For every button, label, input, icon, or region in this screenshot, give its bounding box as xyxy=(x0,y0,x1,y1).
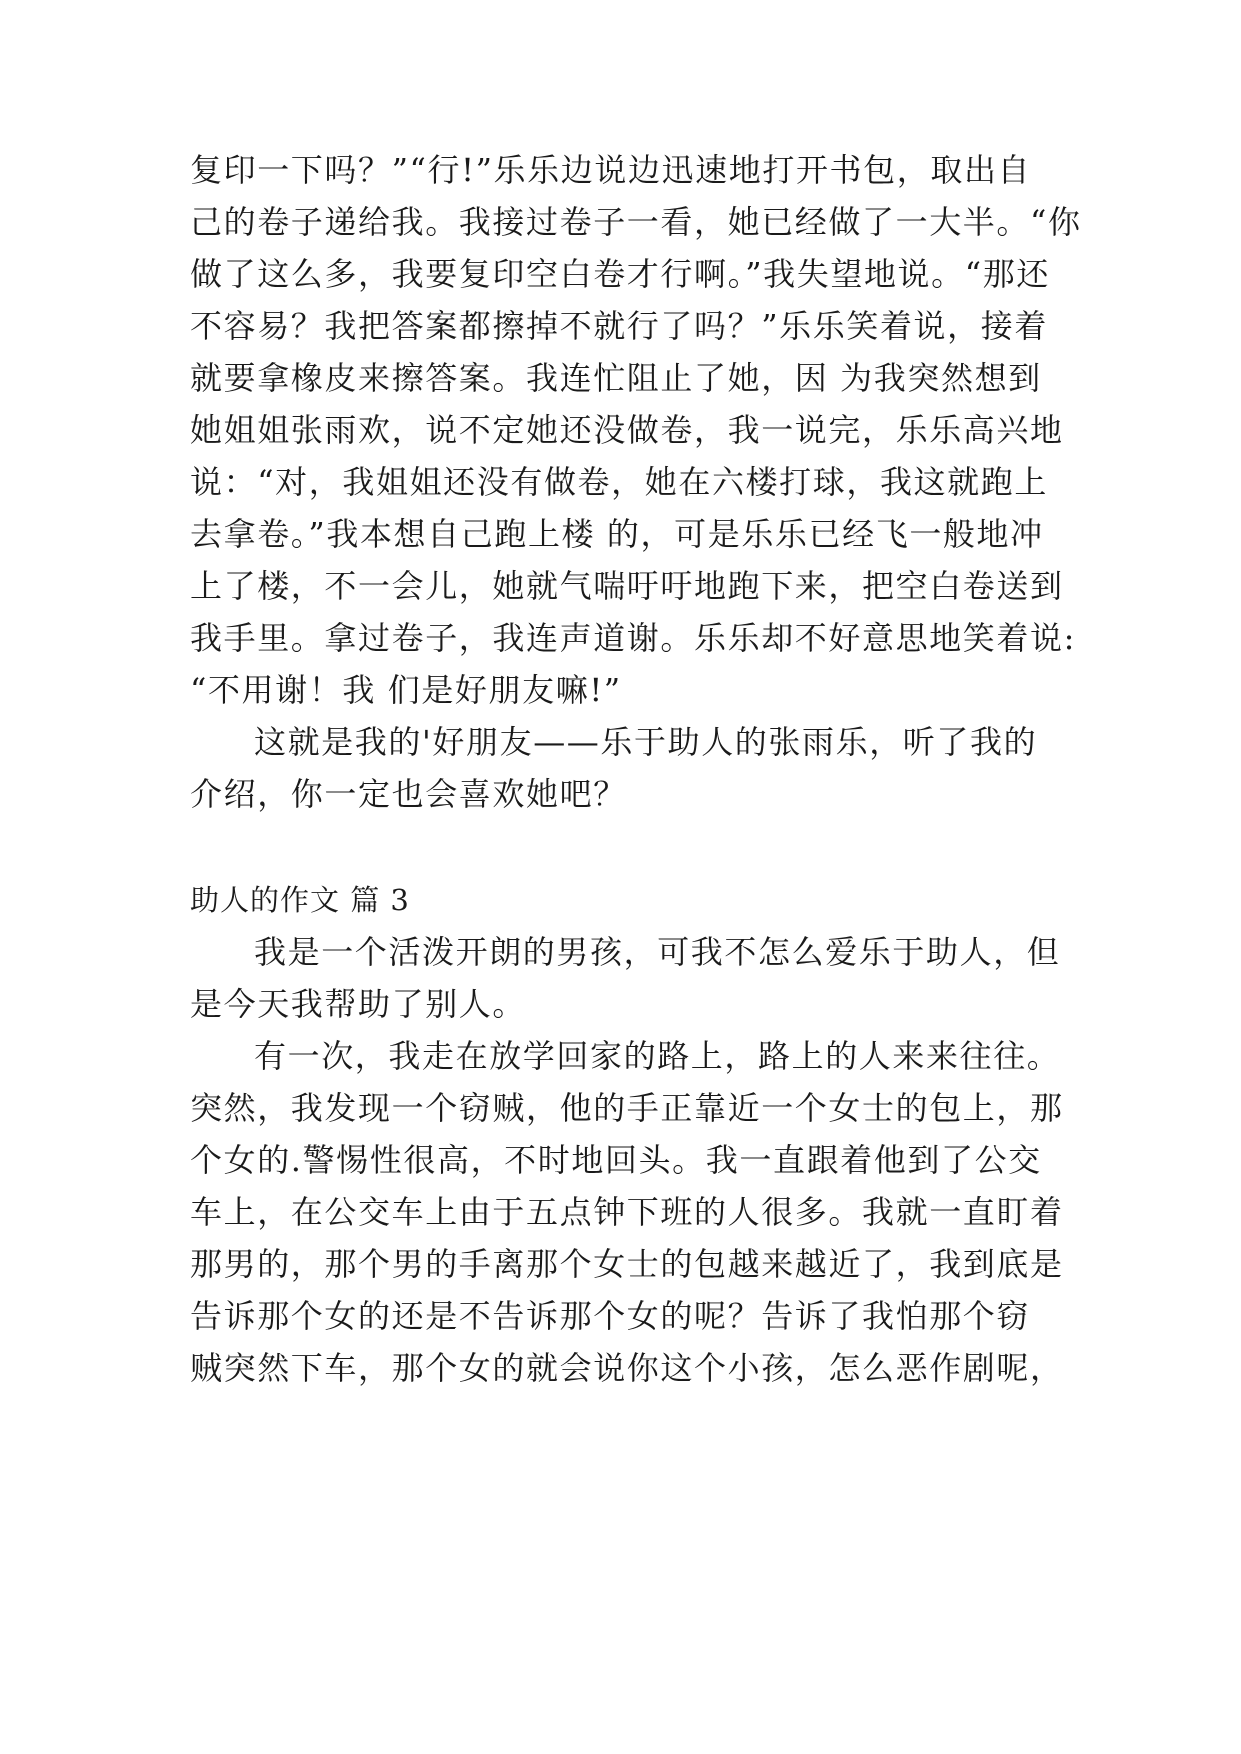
paragraph-1-line-6: 她姐姐张雨欢，说不定她还没做卷，我一说完，乐乐高兴地 xyxy=(190,411,1064,449)
paragraph-1-line-7: 说：“对，我姐姐还没有做卷，她在六楼打球，我这就跑上 xyxy=(190,463,1048,501)
paragraph-3-line-2: 是今天我帮助了别人。 xyxy=(190,985,527,1023)
paragraph-1-line-4: 不容易？我把答案都擦掉不就行了吗？”乐乐笑着说，接着 xyxy=(190,307,1048,345)
paragraph-1-line-5: 就要拿橡皮来擦答案。我连忙阻止了她，因 为我突然想到 xyxy=(190,359,1042,397)
paragraph-2-line-2: 介绍，你一定也会喜欢她吧？ xyxy=(190,775,627,813)
paragraph-4-line-7: 贼突然下车，那个女的就会说你这个小孩，怎么恶作剧呢， xyxy=(190,1349,1064,1387)
paragraph-3-line-1: 我是一个活泼开朗的男孩，可我不怎么爱乐于助人，但 xyxy=(254,933,1061,971)
paragraph-4-line-4: 车上，在公交车上由于五点钟下班的人很多。我就一直盯着 xyxy=(190,1193,1064,1231)
paragraph-1-line-10: 我手里。拿过卷子，我连声道谢。乐乐却不好意思地笑着说: xyxy=(190,619,1076,657)
paragraph-1-line-11: “不用谢！我 们是好朋友嘛!” xyxy=(190,671,622,709)
paragraph-1-line-1: 复印一下吗？”“行!”乐乐边说边迅速地打开书包，取出自 xyxy=(190,151,1032,189)
paragraph-4-line-2: 突然，我发现一个窃贼，他的手正靠近一个女士的包上，那 xyxy=(190,1089,1064,1127)
paragraph-4-line-5: 那男的，那个男的手离那个女士的包越来越近了，我到底是 xyxy=(190,1245,1064,1283)
paragraph-4-line-6: 告诉那个女的还是不告诉那个女的呢？告诉了我怕那个窃 xyxy=(190,1297,1031,1335)
paragraph-1-line-8: 去拿卷。”我本想自己跑上楼 的，可是乐乐已经飞一般地冲 xyxy=(190,515,1044,553)
paragraph-4-line-3: 个女的.警惕性很高，不时地回头。我一直跟着他到了公交 xyxy=(190,1141,1042,1179)
paragraph-1-line-2: 己的卷子递给我。我接过卷子一看，她已经做了一大半。“你 xyxy=(190,203,1082,241)
paragraph-1-line-3: 做了这么多，我要复印空白卷才行啊。”我失望地说。“那还 xyxy=(190,255,1050,293)
paragraph-4-line-1: 有一次，我走在放学回家的路上，路上的人来来往往。 xyxy=(254,1037,1061,1075)
paragraph-1-line-9: 上了楼，不一会儿，她就气喘吁吁地跑下来，把空白卷送到 xyxy=(190,567,1064,605)
paragraph-2-line-1: 这就是我的'好朋友——乐于助人的张雨乐，听了我的 xyxy=(254,723,1038,761)
section-heading: 助人的作文 篇 3 xyxy=(190,883,410,917)
